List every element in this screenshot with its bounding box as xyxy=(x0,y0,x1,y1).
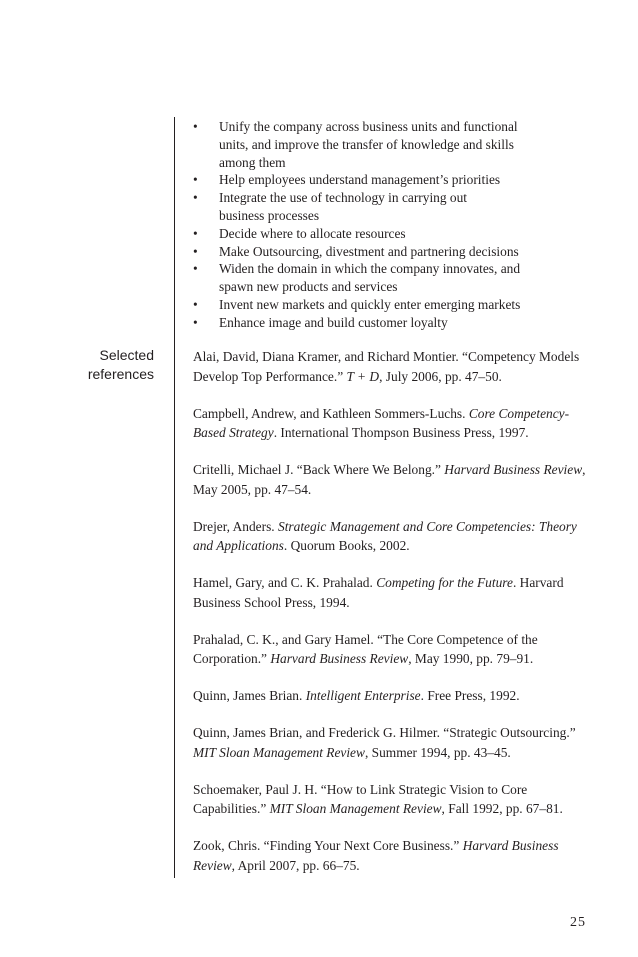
list-item xyxy=(193,314,588,332)
list-item-text: Unify the company across business units and functional units, and improve the transfer of knowledge and skills among them xyxy=(219,119,518,170)
reference-list xyxy=(193,347,588,893)
list-item xyxy=(193,171,588,189)
bullet-icon: • xyxy=(193,225,198,241)
list-item-text: Invent new markets and quickly enter emerging markets xyxy=(219,296,521,312)
page-number: 25 xyxy=(570,915,586,930)
reference-item: Prahalad, C. K., and Gary Hamel. “The Core Competence of the Corporation.” Harvard Business Review, May 1990, pp. 79–91. xyxy=(193,631,538,666)
list-item xyxy=(193,243,588,261)
list-item-text: Decide where to allocate resources xyxy=(219,225,406,241)
list-item xyxy=(193,260,588,296)
reference-item: Quinn, James Brian. Intelligent Enterprise. Free Press, 1992. xyxy=(193,688,520,703)
section-heading: Selected references xyxy=(87,347,154,382)
reference-item: Campbell, Andrew, and Kathleen Sommers-Luchs. Core Competency-Based Strategy. International Thompson Business Press, 1997. xyxy=(193,405,570,440)
bullet-icon: • xyxy=(193,261,198,277)
reference-item: Schoemaker, Paul J. H. “How to Link Strategic Vision to Core Capabilities.” MIT Sloan Management Review, Fall 1992, pp. 67–81. xyxy=(193,781,563,816)
reference-item: Hamel, Gary, and C. K. Prahalad. Competing for the Future. Harvard Business School Press, 1994. xyxy=(193,575,564,610)
reference-item: Quinn, James Brian, and Frederick G. Hilmer. “Strategic Outsourcing.” MIT Sloan Management Review, Summer 1994, pp. 43–45. xyxy=(193,725,576,760)
list-item-text: Help employees understand management’s priorities xyxy=(219,172,501,188)
list-item xyxy=(193,189,588,225)
bullet-icon: • xyxy=(193,172,198,188)
bullet-icon: • xyxy=(193,314,198,330)
reference-item: Zook, Chris. “Finding Your Next Core Business.” Harvard Business Review, April 2007, pp. 66–75. xyxy=(193,838,559,873)
bullet-icon: • xyxy=(193,296,198,312)
list-item xyxy=(193,296,588,314)
list-item xyxy=(193,118,588,171)
list-item-text: Widen the domain in which the company innovates, and spawn new products and services xyxy=(219,261,521,295)
list-item-text: Make Outsourcing, divestment and partnering decisions xyxy=(219,243,519,259)
bullet-list xyxy=(193,118,588,332)
bullet-icon: • xyxy=(193,190,198,206)
reference-item: Critelli, Michael J. “Back Where We Belong.” Harvard Business Review, May 2005, pp. 47–54. xyxy=(193,462,586,497)
reference-item: Drejer, Anders. Strategic Management and Core Competencies: Theory and Applications. Quorum Books, 2002. xyxy=(193,518,577,553)
list-item-text: Integrate the use of technology in carrying out business processes xyxy=(219,190,468,223)
reference-item: Alai, David, Diana Kramer, and Richard Montier. “Competency Models Develop Top Performance.” T + D, July 2006, pp. 47–50. xyxy=(193,349,580,384)
bullet-icon: • xyxy=(193,119,198,134)
bullet-icon: • xyxy=(193,243,198,259)
list-item-text: Enhance image and build customer loyalty xyxy=(219,314,448,330)
vertical-rule xyxy=(174,117,175,878)
list-item xyxy=(193,225,588,243)
